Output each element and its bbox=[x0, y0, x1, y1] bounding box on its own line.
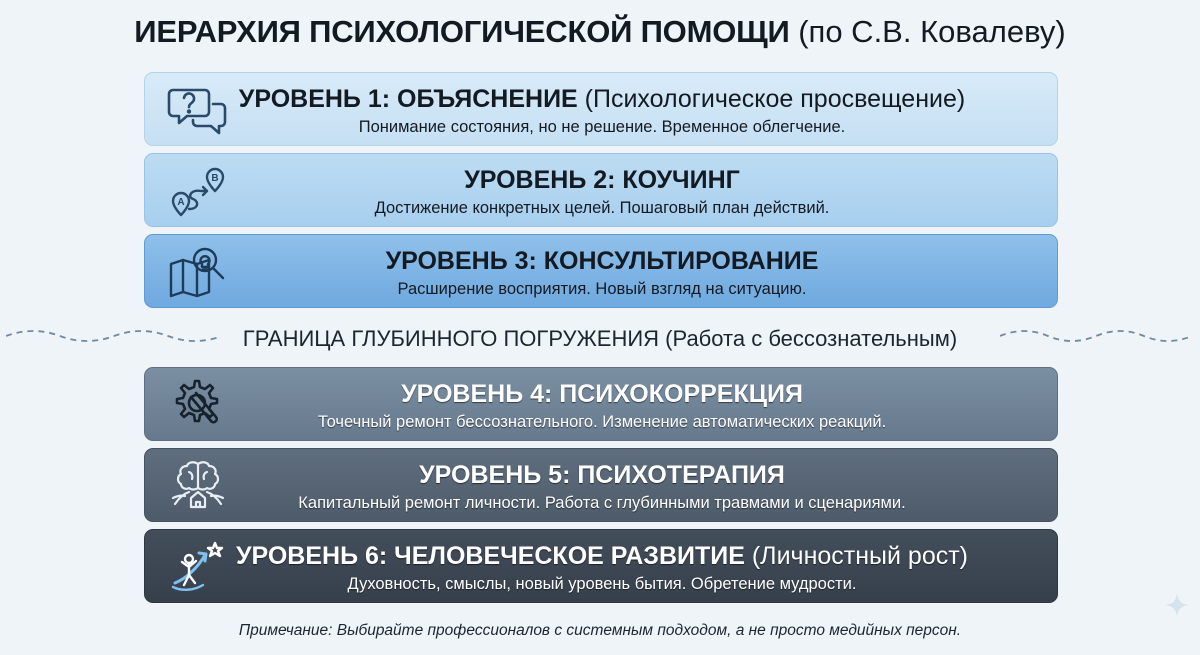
level-4-description: Точечный ремонт бессознательного. Изменение автоматических реакций. bbox=[317, 413, 887, 431]
title-author: (по С.В. Ковалеву) bbox=[789, 14, 1066, 49]
svg-text:A: A bbox=[177, 197, 185, 208]
level-2-card bbox=[144, 153, 1058, 227]
level-3-heading bbox=[145, 247, 1059, 276]
title-main: ИЕРАРХИЯ ПСИХОЛОГИЧЕСКОЙ ПОМОЩИ bbox=[134, 14, 790, 49]
page-title bbox=[0, 14, 1200, 50]
boundary-wave-right bbox=[1000, 322, 1194, 342]
level-1-subtitle: (Психологическое просвещение) bbox=[577, 85, 966, 113]
level-6-card bbox=[144, 529, 1058, 603]
level-4-card bbox=[144, 367, 1058, 441]
level-4-title: УРОВЕНЬ 4: ПСИХОКОРРЕКЦИЯ bbox=[401, 380, 803, 408]
level-4-heading bbox=[145, 380, 1059, 409]
footnote: Примечание: Выбирайте профессионалов с системным подходом, а не просто медийных персон. bbox=[238, 622, 962, 639]
level-2-description: Достижение конкретных целей. Пошаговый план действий. bbox=[374, 199, 830, 217]
level-5-card bbox=[144, 448, 1058, 522]
level-6-subtitle: (Личностный рост) bbox=[744, 542, 969, 570]
level-3-title: УРОВЕНЬ 3: КОНСУЛЬТИРОВАНИЕ bbox=[385, 247, 819, 275]
level-3-description: Расширение восприятия. Новый взгляд на ситуацию. bbox=[397, 280, 807, 298]
level-2-heading bbox=[145, 166, 1059, 195]
level-1-heading bbox=[145, 85, 1059, 114]
level-3-card bbox=[144, 234, 1058, 308]
level-5-title: УРОВЕНЬ 5: ПСИХОТЕРАПИЯ bbox=[419, 461, 785, 489]
level-6-heading bbox=[145, 542, 1059, 571]
level-2-title: УРОВЕНЬ 2: КОУЧИНГ bbox=[464, 166, 740, 194]
level-5-heading bbox=[145, 461, 1059, 490]
level-6-title: УРОВЕНЬ 6: ЧЕЛОВЕЧЕСКОЕ РАЗВИТИЕ bbox=[235, 542, 745, 570]
sparkle-icon bbox=[1164, 592, 1190, 618]
svg-text:B: B bbox=[211, 173, 219, 184]
level-1-title: УРОВЕНЬ 1: ОБЪЯСНЕНИЕ bbox=[238, 85, 578, 113]
level-5-description: Капитальный ремонт личности. Работа с глубинными травмами и сценариями. bbox=[298, 494, 906, 512]
unconscious-boundary-label: ГРАНИЦА ГЛУБИННОГО ПОГРУЖЕНИЯ (Работа с бессознательным) bbox=[242, 326, 958, 351]
level-1-description: Понимание состояния, но не решение. Временное облегчение. bbox=[358, 118, 846, 136]
level-6-description: Духовность, смыслы, новый уровень бытия. Обретение мудрости. bbox=[347, 575, 857, 593]
level-1-card bbox=[144, 72, 1058, 146]
